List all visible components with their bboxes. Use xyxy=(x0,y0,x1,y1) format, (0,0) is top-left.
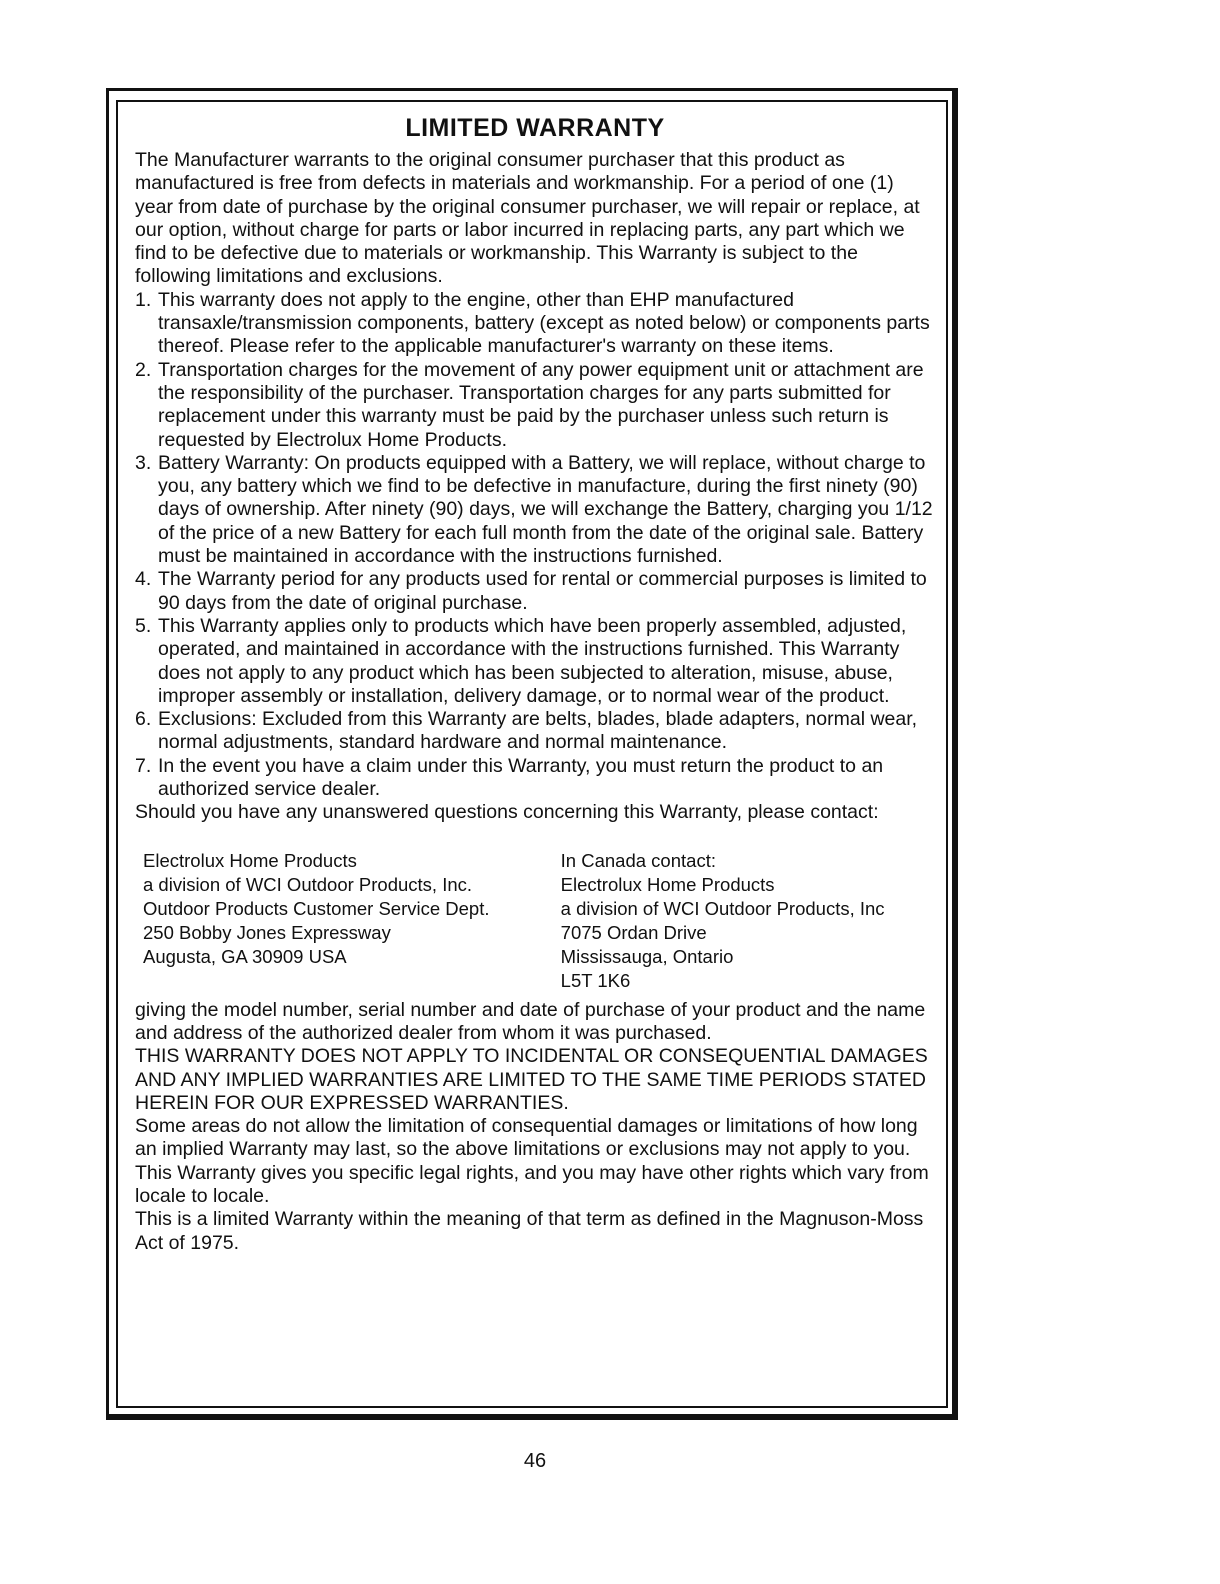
address-line: In Canada contact: xyxy=(560,849,716,871)
address-line: Outdoor Products Customer Service Dept. xyxy=(143,897,490,919)
intro-paragraph: The Manufacturer warrants to the original consumer purchaser that this product as manufactured is free from defects in materials and workmanship. For a period of one (1) year from date of purchase by the original consumer purchaser, we will repair or replace, at our option, without charge for parts or labor incurred in replacing parts, any part which we find to be defective due to materials or workmanship. This Warranty is subject to the following limitations and exclusions. xyxy=(135,149,920,288)
warranty-content xyxy=(135,114,935,1255)
contact-intro: Should you have any unanswered questions concerning this Warranty, please contact: xyxy=(135,801,879,824)
item-text: Transportation charges for the movement of any power equipment unit or attachment are the responsibility of the purchaser. Transportation charges for any parts submitted for replacement under this warranty must be paid by the purchaser unless such return is requested by Electrolux Home Products. xyxy=(158,358,924,451)
limitations-list xyxy=(135,289,935,802)
address-line: Mississauga, Ontario xyxy=(560,945,734,967)
item-text: Exclusions: Excluded from this Warranty are belts, blades, blade adapters, normal wear, normal adjustments, standard hardware and normal maintenance. xyxy=(158,708,918,754)
address-line: Electrolux Home Products xyxy=(560,873,775,895)
item-text: This warranty does not apply to the engine, other than EHP manufactured transaxle/transmission components, battery (except as noted below) or components parts thereof. Please refer to the applicable manufacturer's warranty on these items. xyxy=(158,288,930,358)
address-line: Augusta, GA 30909 USA xyxy=(143,945,347,967)
address-line: 250 Bobby Jones Expressway xyxy=(143,921,391,943)
item-number: 2. xyxy=(135,358,152,381)
item-number: 5. xyxy=(135,614,152,637)
list-item-2 xyxy=(135,359,935,452)
address-line: a division of WCI Outdoor Products, Inc. xyxy=(143,873,473,895)
list-item-6 xyxy=(135,708,935,755)
address-block xyxy=(143,849,935,993)
address-line: 7075 Ordan Drive xyxy=(560,921,707,943)
list-item-4 xyxy=(135,568,935,615)
item-text: The Warranty period for any products used for rental or commercial purposes is limited to 90 days from the date of original purchase. xyxy=(158,568,927,614)
item-number: 7. xyxy=(135,754,152,777)
magnuson-paragraph: This is a limited Warranty within the meaning of that term as defined in the Magnuson-Moss Act of 1975. xyxy=(135,1208,924,1254)
list-item-7 xyxy=(135,755,935,802)
some-areas-paragraph: Some areas do not allow the limitation of consequential damages or limitations of how long an implied Warranty may last, so the above limitations or exclusions may not apply to you. This Warranty gives you specific legal rights, and you may have other rights which vary from locale to locale. xyxy=(135,1115,929,1207)
address-line: L5T 1K6 xyxy=(560,969,631,991)
address-line: a division of WCI Outdoor Products, Inc xyxy=(560,897,885,919)
list-item-1 xyxy=(135,289,935,359)
page-title: LIMITED WARRANTY xyxy=(405,114,665,142)
item-number: 1. xyxy=(135,288,152,311)
address-canada xyxy=(561,849,935,993)
item-text: In the event you have a claim under this Warranty, you must return the product to an authorized service dealer. xyxy=(158,754,884,801)
address-us xyxy=(143,849,561,993)
caps-notice: THIS WARRANTY DOES NOT APPLY TO INCIDENTAL OR CONSEQUENTIAL DAMAGES AND ANY IMPLIED WARRANTIES ARE LIMITED TO THE SAME TIME PERIODS STATED HEREIN FOR OUR EXPRESSED WARRANTIES. xyxy=(135,1045,928,1114)
item-number: 3. xyxy=(135,451,152,474)
item-number: 6. xyxy=(135,708,152,731)
item-text: Battery Warranty: On products equipped with a Battery, we will replace, without charge to you, any battery which we find to be defective in manufacture, during the first ninety (90) days of ownership. After ninety (90) days, we will exchange the Battery, charging you 1/12 of the price of a new Battery for each full month from the date of the original sale. Battery must be maintained in accordance with the instructions furnished. xyxy=(158,451,933,568)
item-text: This Warranty applies only to products which have been properly assembled, adjusted, operated, and maintained in accordance with the instructions furnished. This Warranty does not apply to any product which has been subjected to alteration, misuse, abuse, improper assembly or installation, delivery damage, or to normal wear of the product. xyxy=(158,614,907,707)
page-number: 46 xyxy=(523,1450,547,1472)
item-number: 4. xyxy=(135,568,152,591)
giving-paragraph: giving the model number, serial number and date of purchase of your product and the name and address of the authorized dealer from whom it was purchased. xyxy=(135,998,926,1044)
address-line: Electrolux Home Products xyxy=(143,849,357,871)
list-item-3 xyxy=(135,452,935,568)
list-item-5 xyxy=(135,615,935,708)
